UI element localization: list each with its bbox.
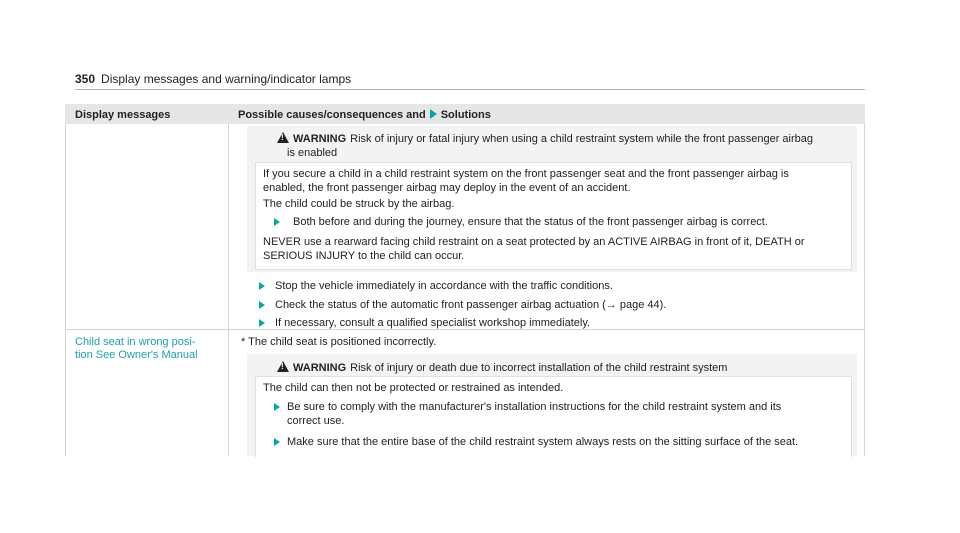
arrow-right-icon (430, 109, 437, 119)
display-message-line2: tion See Owner's Manual (75, 349, 198, 361)
warning-text-line2: is enabled (287, 147, 338, 159)
step-arrow-icon (259, 319, 265, 327)
warning-header-airbag (277, 132, 857, 146)
bullet-arrow-icon (274, 403, 280, 411)
paragraph-line: NEVER use a rearward facing child restraint on a seat protected by an ACTIVE AIRBAG in front of it, DEATH or (263, 236, 805, 248)
step-text: Stop the vehicle immediately in accordance with the traffic conditions. (275, 280, 613, 292)
bullet-text-line1: Be sure to comply with the manufacturer's installation instructions for the child restraint system and its (287, 401, 782, 413)
column-header-display-messages: Display messages (75, 109, 171, 121)
page-header (75, 72, 351, 86)
warning-header-installation (277, 361, 727, 375)
paragraph-line: enabled, the front passenger airbag may deploy in the event of an accident. (263, 182, 631, 194)
bullet-arrow-icon (274, 218, 280, 226)
paragraph-line: The child can then not be protected or restrained as intended. (263, 382, 564, 394)
paragraph-line: SERIOUS INJURY to the child can occur. (263, 250, 465, 262)
bullet-text: Both before and during the journey, ensure that the status of the front passenger airbag is correct. (293, 216, 768, 228)
page-number: 350 (75, 72, 96, 86)
bullet-arrow-icon (274, 438, 280, 446)
table-header (65, 104, 865, 124)
warning-text-line1: Risk of injury or fatal injury when using a child restraint system while the front passenger airbag (350, 133, 813, 145)
column-header-causes-label: Possible causes/consequences and (238, 109, 426, 121)
column-divider (228, 124, 229, 456)
table-left-border (65, 124, 66, 456)
cause-note: * The child seat is positioned incorrectly. (241, 336, 437, 348)
warning-label: WARNING (293, 362, 347, 374)
step-text: If necessary, consult a qualified specialist workshop immediately. (275, 317, 591, 329)
warning-text: Risk of injury or death due to incorrect installation of the child restraint system (350, 362, 728, 374)
step-text-page-reference[interactable]: Check the status of the automatic front passenger airbag actuation (→ page 44). (275, 299, 667, 311)
column-header-solutions-label: Solutions (440, 109, 491, 121)
page-title: Display messages and warning/indicator lamps (101, 72, 352, 86)
warning-triangle-icon (277, 132, 289, 143)
column-header-causes-solutions (238, 108, 491, 122)
table-right-border (864, 124, 865, 456)
paragraph-line: If you secure a child in a child restraint system on the front passenger seat and the front passenger airbag is (263, 168, 789, 180)
display-message-line1: Child seat in wrong posi- (75, 336, 196, 348)
messages-table (65, 104, 865, 456)
step-arrow-icon (259, 301, 265, 309)
warning-triangle-icon (277, 361, 289, 372)
step-arrow-icon (259, 282, 265, 290)
header-divider (75, 89, 865, 90)
paragraph-line: The child could be struck by the airbag. (263, 198, 455, 210)
bullet-text-line2: correct use. (287, 415, 345, 427)
bullet-text: Make sure that the entire base of the child restraint system always rests on the sitting surface of the seat. (287, 436, 799, 448)
warning-label: WARNING (293, 133, 347, 145)
